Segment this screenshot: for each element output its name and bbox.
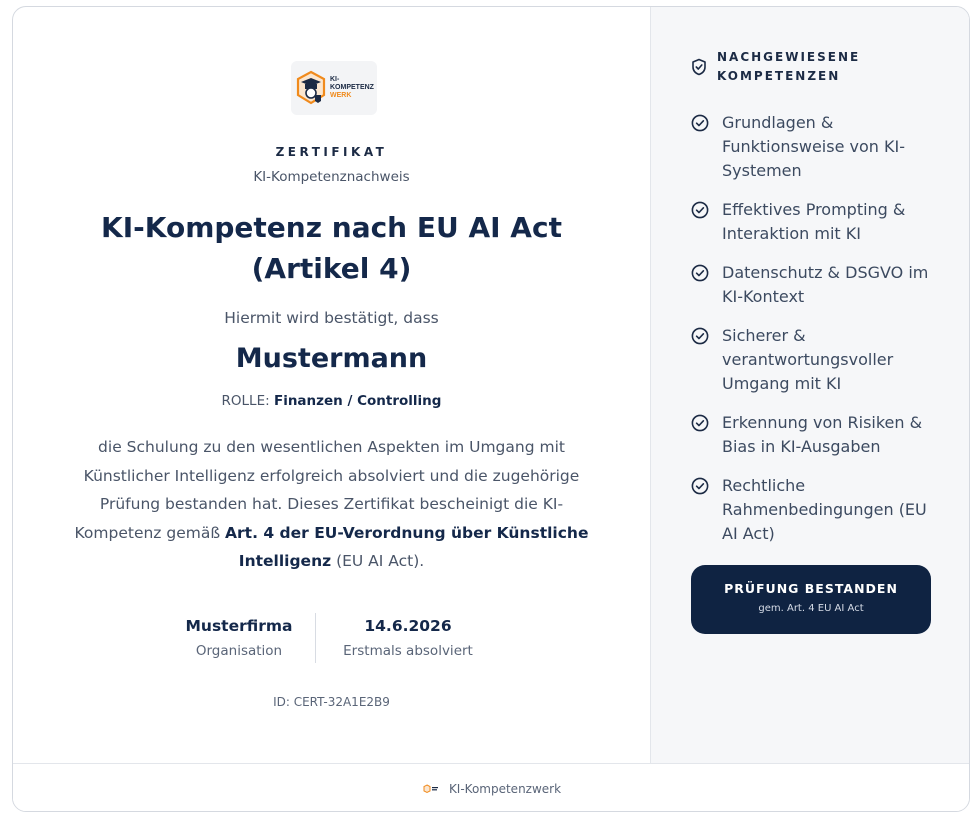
competency-label: Datenschutz & DSGVO im KI-Kontext xyxy=(722,263,929,306)
date-label: Erstmals absolviert xyxy=(343,643,473,659)
body-text-part1: die Schulung zu den wesentlichen Aspekten im Umgang mit Künstlicher Intelligenz erfolgreich absolviert und die zugehörige Prüfung bestanden hat. Dieses Zertifikat bescheinigt die KI-Kompetenz gemäß xyxy=(74,438,580,542)
check-circle-icon xyxy=(691,114,709,132)
competency-list xyxy=(691,111,941,561)
role-value: Finanzen / Controlling xyxy=(273,393,442,409)
competency-label: Rechtliche Rahmenbedingungen (EU AI Act) xyxy=(722,476,927,543)
competency-item xyxy=(691,261,941,309)
competency-item xyxy=(691,111,941,183)
competency-label: Sicherer & verantwortungsvoller Umgang mit KI xyxy=(722,326,894,393)
competency-item xyxy=(691,198,941,246)
certificate-body xyxy=(65,433,598,576)
competency-label: Erkennung von Risiken & Bias in KI-Ausgaben xyxy=(722,413,923,456)
date-value: 14.6.2026 xyxy=(364,617,452,635)
check-circle-icon xyxy=(691,477,709,495)
certificate-subtitle: KI-Kompetenznachweis xyxy=(253,169,410,185)
certificate-kicker: ZERTIFIKAT xyxy=(275,145,388,159)
body-text-legal-reference: Art. 4 der EU-Verordnung über Künstliche Intelligenz xyxy=(225,523,589,570)
competency-label: Effektives Prompting & Interaktion mit KI xyxy=(722,200,906,243)
confirmation-text: Hiermit wird bestätigt, dass xyxy=(224,309,439,327)
certificate-title: KI-Kompetenz nach EU AI Act (Artikel 4) xyxy=(101,211,562,285)
certificate-footer xyxy=(13,763,970,812)
certificate-main xyxy=(13,7,650,763)
competency-item xyxy=(691,324,941,396)
competency-item xyxy=(691,411,941,459)
certificate-card xyxy=(12,6,970,812)
check-circle-icon xyxy=(691,264,709,282)
competencies-sidebar xyxy=(650,7,970,763)
check-circle-icon xyxy=(691,201,709,219)
brand-logo xyxy=(291,61,377,115)
competency-label: Grundlagen & Funktionsweise von KI-Systemen xyxy=(722,113,905,180)
shield-check-icon xyxy=(691,58,707,76)
certificate-meta xyxy=(163,613,500,663)
logo-mini-icon xyxy=(423,784,439,794)
role-label: ROLLE: xyxy=(221,393,270,409)
recipient-role xyxy=(13,393,650,409)
check-circle-icon xyxy=(691,327,709,345)
sidebar-heading xyxy=(691,48,867,86)
exam-passed-subtitle: gem. Art. 4 EU AI Act xyxy=(758,603,864,614)
sidebar-heading-text: NACHGEWIESENE KOMPETENZEN xyxy=(717,50,861,83)
date-block xyxy=(315,613,500,663)
footer-brand: KI-Kompetenzwerk xyxy=(448,781,562,796)
certificate-id: ID: CERT-32A1E2B9 xyxy=(273,695,390,709)
organisation-block xyxy=(163,613,315,663)
graduation-cap-shield-icon xyxy=(295,69,327,107)
organisation-label: Organisation xyxy=(195,643,283,659)
body-text-part2: (EU AI Act). xyxy=(336,552,425,570)
logo-wordmark: KI- KOMPETENZ WERK xyxy=(330,76,374,99)
organisation-value: Musterfirma xyxy=(185,617,293,635)
exam-passed-title: PRÜFUNG BESTANDEN xyxy=(724,581,898,596)
recipient-name: Mustermann xyxy=(235,343,428,374)
check-circle-icon xyxy=(691,414,709,432)
competency-item xyxy=(691,474,941,546)
exam-passed-badge xyxy=(691,565,931,634)
